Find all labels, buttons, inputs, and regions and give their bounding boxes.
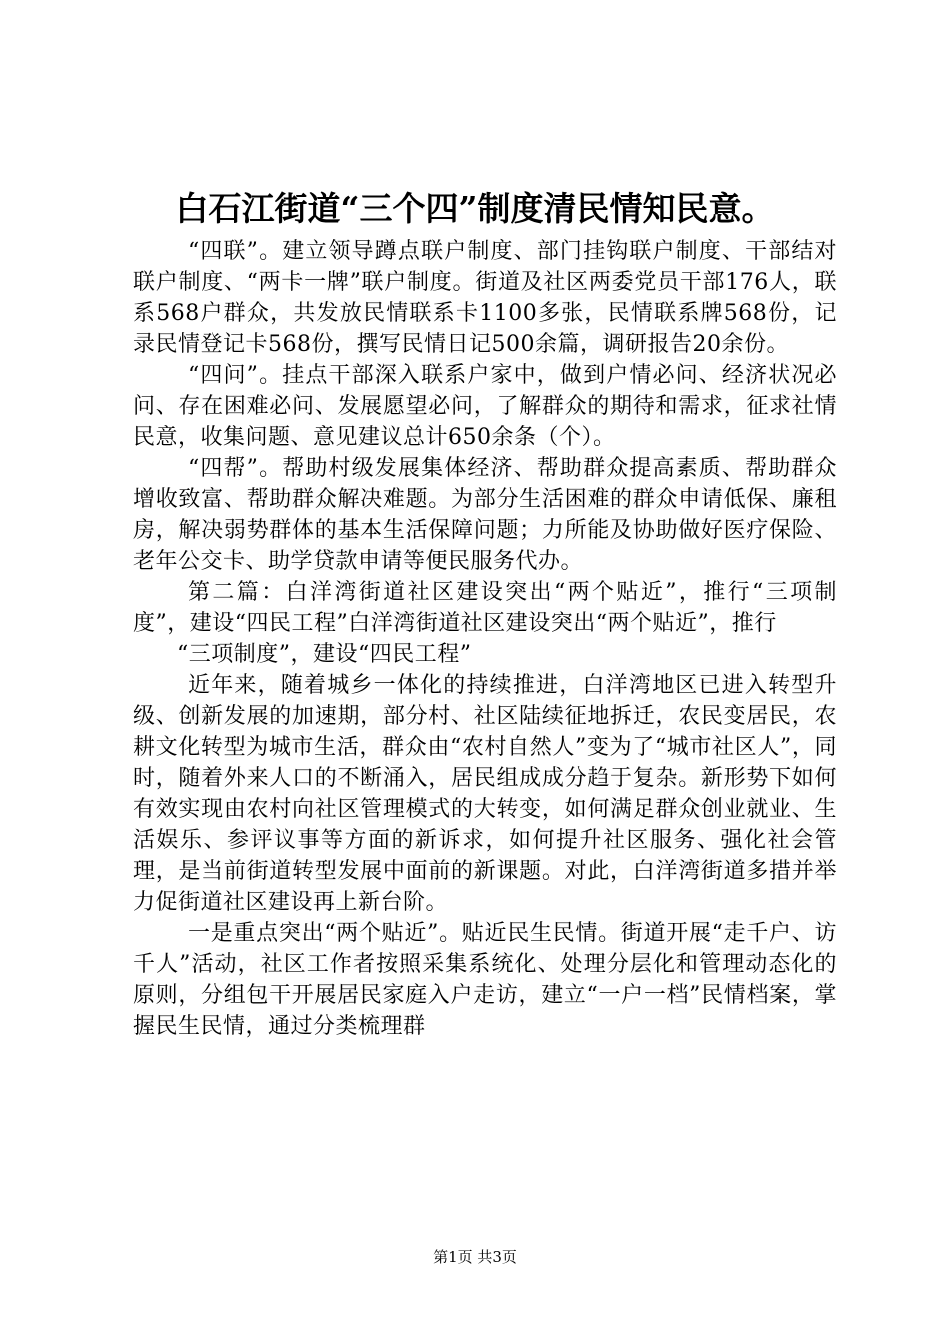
document-title: 白石江街道“三个四”制度清民情知民意。 [175,189,775,228]
paragraph-point-one: 一是重点突出“两个贴近”。贴近民生民情。街道开展“走千户、访千人”活动，社区工作者按照采集系统化、处理分层化和管理动态化的原则，分组包干开展居民家庭入户走访，建立“一户一档”民情档案，掌握民生民情，通过分类梳理群 [133,921,837,1039]
document-body [133,236,837,1042]
paragraph-second-article-heading: 第二篇：白洋湾街道社区建设突出“两个贴近”，推行“三项制度”，建设“四民工程”白洋湾街道社区建设突出“两个贴近”，推行 [133,580,837,636]
paragraph-background: 近年来，随着城乡一体化的持续推进，白洋湾地区已进入转型升级、创新发展的加速期，部分村、社区陆续征地拆迁，农民变居民，农耕文化转型为城市生活，群众由“农村自然人”变为了“城市社区人”，同时，随着外来人口的不断涌入，居民组成成分趋于复杂。新形势下如何有效实现由农村向社区管理模式的大转变，如何满足群众创业就业、生活娱乐、参评议事等方面的新诉求，如何提升社区服务、强化社会管理，是当前街道转型发展中面前的新课题。对此，白洋湾街道多措并举力促街道社区建设再上新台阶。 [133,673,837,915]
paragraph-si-lian: “四联”。建立领导蹲点联户制度、部门挂钩联户制度、干部结对联户制度、“两卡一牌”联户制度。街道及社区两委党员干部176人，联系568户群众，共发放民情联系卡1100多张，民情联系牌568份，记录民情登记卡568份，撰写民情日记500余篇，调研报告20余份。 [133,239,837,357]
page-footer: 第1页 共3页 [433,1248,517,1266]
paragraph-si-wen: “四问”。挂点干部深入联系户家中，做到户情必问、经济状况必问、存在困难必问、发展愿望必问，了解群众的期待和需求，征求社情民意，收集问题、意见建议总计650余条（个）。 [133,363,837,450]
paragraph-si-bang: “四帮”。帮助村级发展集体经济、帮助群众提高素质、帮助群众增收致富、帮助群众解决难题。为部分生活困难的群众申请低保、廉租房，解决弱势群体的基本生活保障问题；力所能及协助做好医疗保险、老年公交卡、助学贷款申请等便民服务代办。 [133,456,837,574]
paragraph-second-article-subheading: “三项制度”，建设“四民工程” [177,642,472,667]
